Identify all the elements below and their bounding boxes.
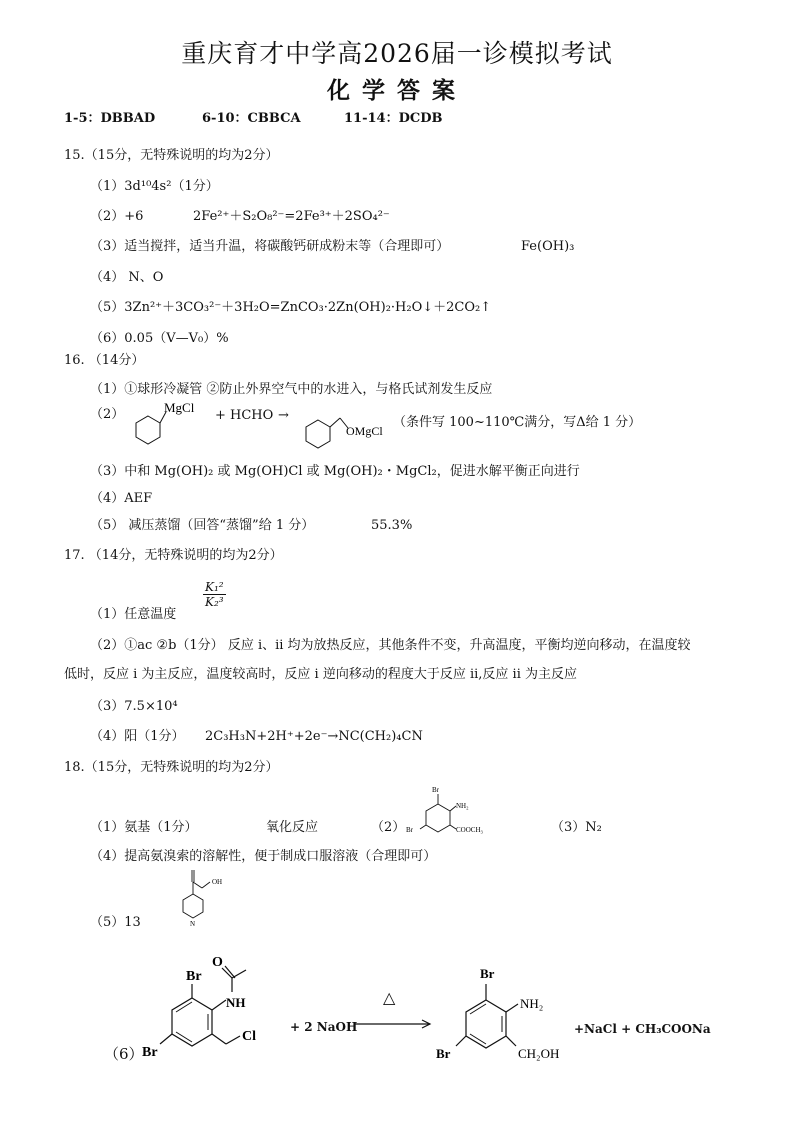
- q17-part-1-label: （1）任意温度: [90, 607, 177, 622]
- q15-part-2-equation: 2Fe²⁺＋S₂O₈²⁻=2Fe³⁺＋2SO₄²⁻: [193, 209, 390, 224]
- q16-part-3: （3）中和 Mg(OH)₂ 或 Mg(OH)Cl 或 Mg(OH)₂・MgCl₂，促进水解平衡正向进行: [90, 464, 580, 479]
- mcq-group-2: [202, 111, 301, 127]
- q18-part-3: （3）N₂: [551, 820, 602, 835]
- q18-part-5-label: （5）13: [90, 915, 141, 930]
- q18-part-4: （4）提高氨溴索的溶解性，便于制成口服溶液（合理即可）: [90, 849, 437, 864]
- product-br-bottom: Br: [436, 1046, 451, 1061]
- nh2-label: NH₂: [456, 802, 469, 810]
- q16-hcho: + HCHO: [215, 408, 274, 423]
- q15-part-3-text: （3）适当搅拌，适当升温，将碳酸钙研成粉末等（合理即可）: [90, 239, 450, 254]
- br-bottom-label: Br: [406, 826, 413, 834]
- mcq-group-3: [344, 111, 442, 127]
- mcq-group-3-label: 11-14：: [344, 111, 399, 126]
- q17-heading: 17. （14分，无特殊说明的均为2分）: [64, 548, 283, 563]
- reactant-br-top: Br: [186, 969, 202, 984]
- mcq-group-2-label: 6-10：: [202, 111, 248, 126]
- q15-part-4: （4） N、O: [90, 270, 164, 285]
- q15-part-5: （5）3Zn²⁺＋3CO₃²⁻＋3H₂O=ZnCO₃·2Zn(OH)₂·H₂O↓＋2CO₂↑: [90, 300, 492, 315]
- heat-delta-icon: △: [383, 988, 396, 1007]
- pyridine-n-label: N: [190, 920, 196, 928]
- reactant-carbonyl-o: O: [212, 955, 223, 970]
- q17-equilibrium-fraction: [203, 580, 226, 609]
- reactant-br-bottom: Br: [142, 1045, 158, 1060]
- reaction-arrow-icon-2: [352, 1018, 436, 1030]
- q17-part-2-line-1: （2）①ac ②b（1分） 反应 i、ii 均为放热反应，其他条件不变，升高温度，平衡均逆向移动，在温度较: [90, 638, 691, 653]
- q16-part-2-label: （2）: [90, 407, 125, 422]
- oh-label: OH: [212, 878, 223, 886]
- omgcl-label: OMgCl: [346, 424, 383, 438]
- q16-part-5-text: （5） 减压蒸馏（回答“蒸馏”给 1 分）: [90, 518, 315, 533]
- q18-part-1: （1）氨基（1分）: [90, 820, 198, 835]
- q16-part-5-yield: 55.3%: [371, 518, 413, 533]
- mcq-group-3-answers: DCDB: [398, 111, 443, 126]
- q15-part-2-label: （2）+6: [90, 209, 144, 224]
- q15-part-6: （6）0.05（V—V₀）%: [90, 331, 229, 346]
- reaction-arrow-icon: →: [278, 408, 289, 423]
- q18-reaction-type: 氧化反应: [266, 820, 319, 835]
- product-nh2: NH₂: [520, 996, 544, 1011]
- q15-part-3-answer: Fe(OH)₃: [521, 239, 575, 254]
- q16-part-1: （1）①球形冷凝管 ②防止外界空气中的水进入，与格氏试剂发生反应: [90, 382, 493, 397]
- fraction-denominator: K₂³: [205, 595, 224, 609]
- q15-heading: 15.（15分，无特殊说明的均为2分）: [64, 148, 279, 163]
- product-aminobenzyl-alcohol-structure: [430, 962, 580, 1082]
- page-title: 重庆育才中学高2026届一诊模拟考试: [181, 39, 613, 68]
- cyclohexylmagnesium-chloride-structure: [120, 400, 200, 460]
- product-ch2oh: CH₂OH: [518, 1046, 560, 1061]
- mcq-group-1-label: 1-5：: [64, 111, 101, 126]
- reactant-acetamide-structure: [140, 950, 290, 1080]
- q17-part-4-equation: 2C₃H₃N+2H⁺+2e⁻→NC(CH₂)₄CN: [205, 729, 423, 744]
- br-top-label: Br: [432, 786, 439, 794]
- mcq-group-1-answers: DBBAD: [100, 111, 156, 126]
- cyclohexylmethoxy-mgcl-structure: [300, 404, 400, 460]
- q15-part-1: （1）3d¹⁰4s²（1分）: [90, 179, 219, 194]
- mcq-group-1: [64, 111, 155, 127]
- product-br-top: Br: [480, 966, 495, 981]
- cooch3-label: COOCH₃: [456, 826, 483, 834]
- reactant-cl: Cl: [242, 1029, 256, 1044]
- reactant-nh: NH: [226, 995, 246, 1010]
- fraction-numerator: K₁²: [205, 580, 224, 594]
- methyl-aminodibromobenzoate-structure: [398, 782, 498, 844]
- reagent-naoh: + 2 NaOH: [290, 1020, 358, 1034]
- page-subtitle: 化学答案: [327, 77, 467, 104]
- q16-part-4: （4）AEF: [90, 491, 153, 506]
- q18-heading: 18.（15分，无特殊说明的均为2分）: [64, 760, 279, 775]
- mgcl-label: MgCl: [164, 400, 195, 415]
- q17-part-3: （3）7.5×10⁴: [90, 699, 178, 714]
- q18-part-2-label: （2）: [371, 820, 406, 835]
- q18-part-6-label: （6）: [104, 1045, 144, 1063]
- q16-part-2-note: （条件写 100~110℃满分，写Δ给 1 分）: [393, 415, 642, 430]
- q16-heading: 16. （14分）: [64, 353, 145, 368]
- pyridyl-hydroxyketone-structure: [176, 868, 240, 930]
- q17-part-4-label: （4）阳（1分）: [90, 729, 185, 744]
- byproducts: +NaCl + CH₃COONa: [574, 1022, 711, 1036]
- mcq-group-2-answers: CBBCA: [247, 111, 301, 126]
- q17-part-2-line-2: 低时，反应 i 为主反应，温度较高时，反应 i 逆向移动的程度大于反应 ii,反应 ii 为主反应: [64, 667, 578, 682]
